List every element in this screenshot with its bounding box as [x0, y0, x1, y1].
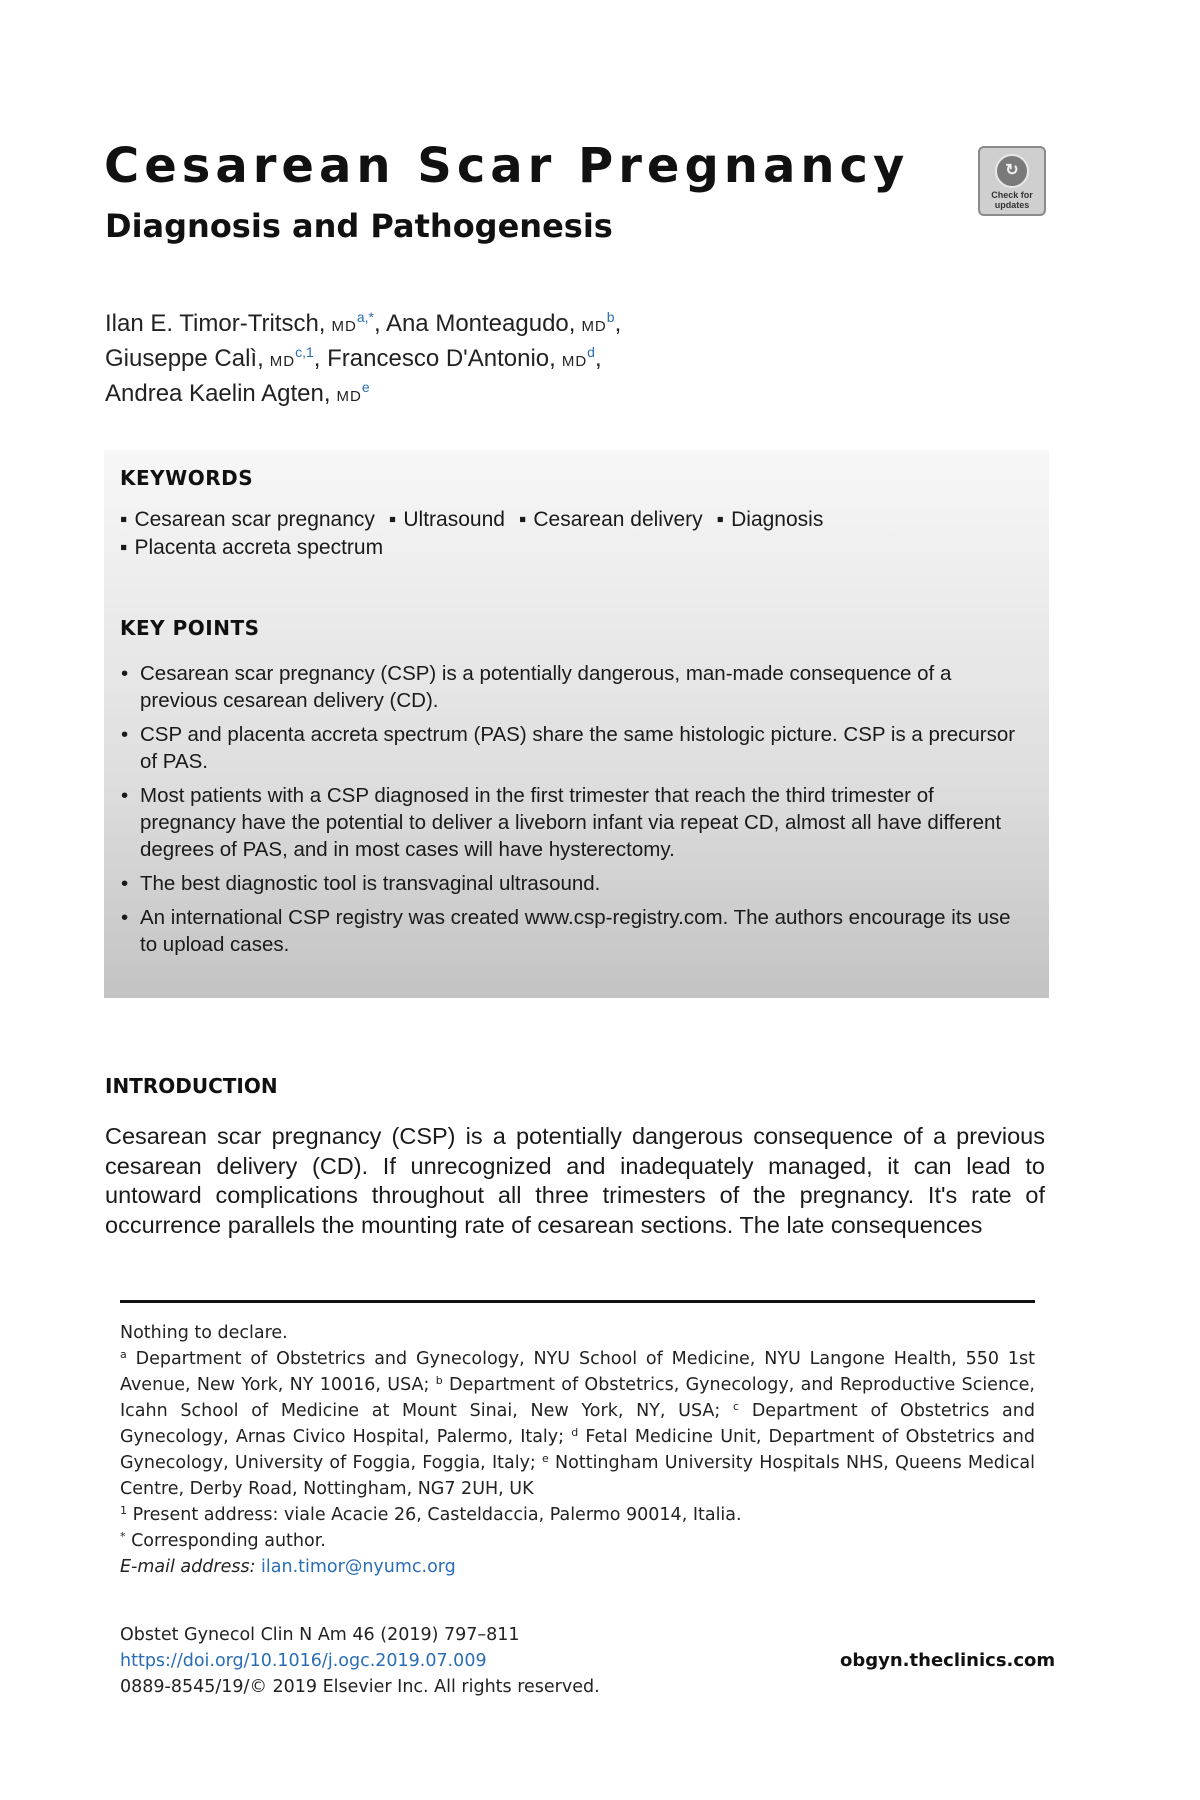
author-list	[105, 308, 621, 413]
affiliation-text: Nottingham University Hospitals NHS, Queens Medical Centre, Derby Road, Nottingham, NG7 2UH, UK	[120, 1453, 1035, 1499]
present-address-note	[120, 1502, 1035, 1528]
key-point-item: • CSP and placenta accreta spectrum (PAS) share the same histologic picture. CSP is a precursor of PAS.	[120, 721, 1025, 775]
refresh-glyph: ↻	[1005, 162, 1019, 179]
email-link[interactable]: ilan.timor@nyumc.org	[261, 1557, 456, 1577]
footnotes	[120, 1320, 1035, 1580]
corresponding-note	[120, 1528, 1035, 1554]
author-line-3	[105, 378, 621, 413]
author-degree: MD	[561, 353, 588, 370]
affiliation-mark[interactable]: d	[587, 344, 595, 360]
keyword-item: ▪ Placenta accreta spectrum	[120, 536, 383, 559]
journal-citation: Obstet Gynecol Clin N Am 46 (2019) 797–811	[120, 1625, 520, 1645]
article-subtitle: Diagnosis and Pathogenesis	[105, 207, 613, 245]
corresponding-mark: *	[120, 1530, 126, 1543]
author-separator: ,	[594, 345, 602, 372]
affiliation-text: Department of Obstetrics and Gynecology, Arnas Civico Hospital, Palermo, Italy;	[120, 1401, 1035, 1447]
badge-label: Check for updates	[991, 190, 1033, 210]
author-name: Ana Monteagudo,	[385, 310, 576, 337]
keywords-heading: KEYWORDS	[120, 466, 254, 490]
key-point-item: • Cesarean scar pregnancy (CSP) is a potentially dangerous, man-made consequence of a previous cesarean delivery (CD).	[120, 660, 1025, 714]
affiliation-text: Department of Obstetrics, Gynecology, and Reproductive Science, Icahn School of Medicine at Mount Sinai, New York, NY, USA;	[120, 1375, 1035, 1421]
affiliation-mark[interactable]: a,*	[356, 309, 374, 325]
copyright-line: 0889-8545/19/© 2019 Elsevier Inc. All rights reserved.	[120, 1677, 600, 1697]
affiliation-mark: d	[571, 1426, 579, 1439]
footnote-divider	[120, 1300, 1035, 1303]
author-line-2	[105, 343, 621, 378]
author-name: Ilan E. Timor-Tritsch,	[105, 310, 326, 337]
corresponding-text: Corresponding author.	[131, 1531, 326, 1551]
keyword-item: ▪ Cesarean scar pregnancy	[120, 508, 375, 531]
citation-block	[120, 1622, 600, 1700]
declaration-note: Nothing to declare.	[120, 1323, 288, 1343]
author-degree: MD	[331, 318, 357, 335]
keyword-line-1	[120, 506, 823, 534]
affiliation-text: Department of Obstetrics and Gynecology, NYU School of Medicine, NYU Langone Health, 550 1st Avenue, New York, NY 10016, USA;	[120, 1349, 1035, 1395]
key-points-list	[120, 660, 1025, 965]
author-degree: MD	[336, 388, 362, 405]
key-point-item: • Most patients with a CSP diagnosed in the first trimester that reach the third trimester of pregnancy have the potential to deliver a liveborn infant via repeat CD, almost all have different degrees of PAS, and in most cases will have hysterectomy.	[120, 782, 1025, 863]
keyword-line-2	[120, 534, 823, 562]
key-points-heading: KEY POINTS	[120, 616, 260, 640]
doi-link[interactable]: https://doi.org/10.1016/j.ogc.2019.07.009	[120, 1651, 487, 1671]
author-degree: MD	[269, 353, 296, 370]
affiliation-mark: c	[733, 1400, 740, 1413]
keyword-item: ▪ Ultrasound	[389, 508, 505, 531]
affiliation-mark: b	[435, 1374, 443, 1387]
keyword-item: ▪ Cesarean delivery	[519, 508, 703, 531]
affiliation-mark[interactable]: e	[361, 379, 370, 395]
introduction-heading: INTRODUCTION	[105, 1074, 278, 1098]
author-separator: ,	[313, 345, 321, 372]
affiliation-mark[interactable]: c,1	[295, 344, 314, 360]
check-for-updates-badge[interactable]	[978, 146, 1046, 216]
introduction-paragraph: Cesarean scar pregnancy (CSP) is a potentially dangerous consequence of a previous cesarean delivery (CD). If unrecognized and inadequately managed, it can lead to untoward complications throughout all three trimesters of the pregnancy. It's rate of occurrence parallels the mounting rate of cesarean sections. The late consequences	[105, 1123, 1045, 1238]
author-line-1	[105, 308, 621, 343]
email-note	[120, 1554, 1035, 1580]
affiliation-mark: a	[120, 1348, 127, 1361]
keyword-list	[120, 506, 823, 562]
affiliation-mark[interactable]: b	[606, 309, 615, 325]
author-name: Andrea Kaelin Agten,	[105, 380, 331, 407]
author-name: Francesco D'Antonio,	[327, 345, 556, 372]
author-name: Giuseppe Calì,	[105, 345, 264, 372]
article-title: Cesarean Scar Pregnancy	[104, 138, 910, 194]
email-label: E-mail address:	[120, 1557, 256, 1577]
key-point-item: • An international CSP registry was created www.csp-registry.com. The authors encourage its use to upload cases.	[120, 904, 1025, 958]
author-degree: MD	[581, 318, 607, 335]
affiliation-text: Fetal Medicine Unit, Department of Obstetrics and Gynecology, University of Foggia, Foggia, Italy;	[120, 1427, 1035, 1473]
author-separator: ,	[373, 310, 381, 337]
keyword-item: ▪ Diagnosis	[717, 508, 824, 531]
journal-site[interactable]: obgyn.theclinics.com	[840, 1650, 1056, 1671]
affiliation-mark: e	[542, 1452, 549, 1465]
author-separator: ,	[614, 310, 622, 337]
keywords-keypoints-panel	[104, 450, 1049, 998]
key-point-item: • The best diagnostic tool is transvaginal ultrasound.	[120, 870, 1025, 897]
affiliations-note	[120, 1346, 1035, 1502]
present-address-text: Present address: viale Acacie 26, Casteldaccia, Palermo 90014, Italia.	[132, 1505, 742, 1525]
present-address-mark: 1	[120, 1504, 127, 1517]
